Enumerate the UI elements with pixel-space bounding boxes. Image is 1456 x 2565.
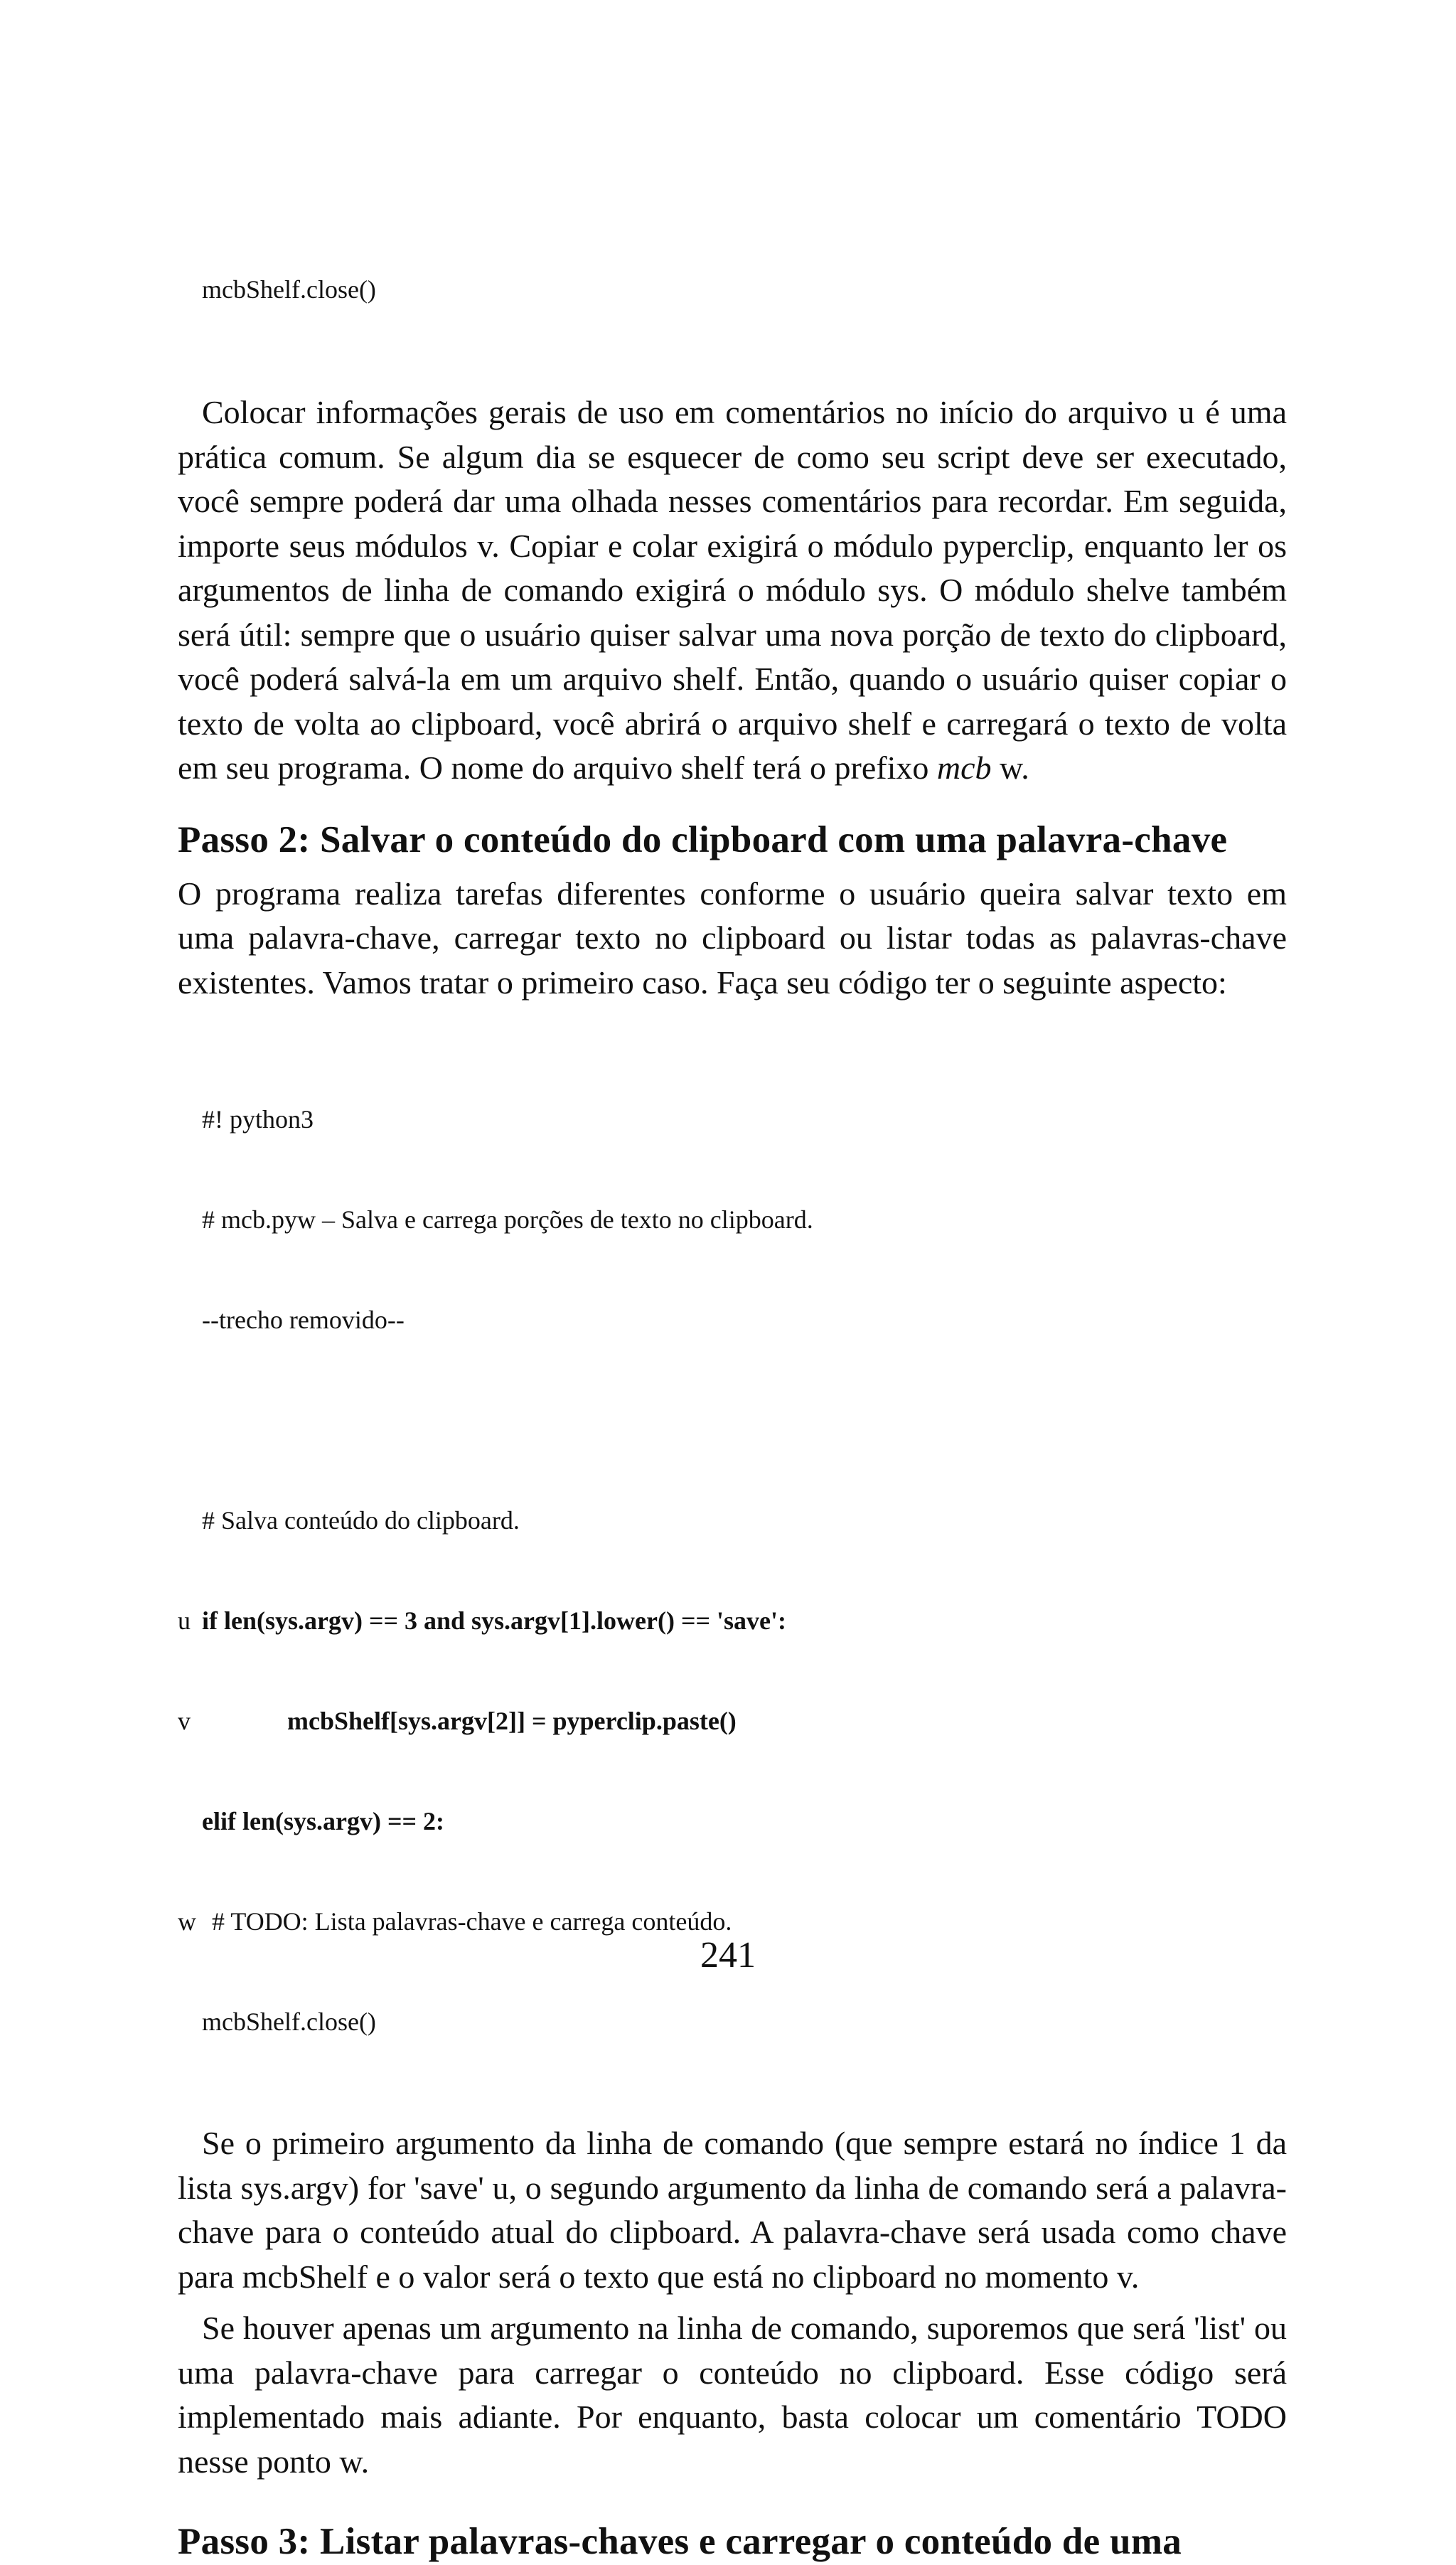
paragraph-text-end: w. <box>991 750 1029 786</box>
paragraph: Se o primeiro argumento da linha de comando (que sempre estará no índice 1 da lista sys.argv) for 'save' u, o segundo argumento da linha de comando será a palavra-chave para o conteúdo atual do clipboard. A palavra-chave será usada como chave para mcbShelf e o valor será o texto que está no clipboard no momento v. <box>178 2125 1287 2295</box>
code-line: mcbShelf.close() <box>202 275 376 304</box>
code-line: # Salva conteúdo do clipboard. <box>202 1506 520 1535</box>
code-marker: u <box>178 1606 191 1635</box>
page-number: 241 <box>700 1935 756 1975</box>
code-marker: w <box>178 1907 196 1936</box>
code-snippet-top <box>178 206 1287 373</box>
paragraph <box>178 390 1287 791</box>
code-text-bold: if len(sys.argv) == 3 and sys.argv[1].lower() == 'save': <box>202 1606 786 1635</box>
section-heading: Passo 3: Listar palavras-chaves e carregar o conteúdo de uma <box>178 2521 1182 2562</box>
code-line: mcbShelf.close() <box>202 2007 376 2036</box>
code-line-blank <box>178 1404 1287 1437</box>
code-line <box>178 1805 1287 1838</box>
code-line <box>178 1604 1287 1638</box>
paragraph: O programa realiza tarefas diferentes conforme o usuário queira salvar texto em uma palavra-chave, carregar texto no clipboard ou listar todas as palavras-chave existentes. Vamos tratar o primeiro caso. Faça seu código ter o seguinte aspecto: <box>178 875 1287 1001</box>
page-content <box>178 206 1287 2565</box>
code-marker: v <box>178 1707 191 1735</box>
code-line <box>178 1705 1287 1738</box>
paragraph: Se houver apenas um argumento na linha de comando, suporemos que será 'list' ou uma palavra-chave para carregar o conteúdo no clipboard. Esse código será implementado mais adiante. Por enquanto, basta colocar um comentário TODO nesse ponto w. <box>178 2310 1287 2480</box>
code-line <box>178 1905 1287 1939</box>
code-text-bold: elif len(sys.argv) == 2: <box>202 1807 444 1835</box>
section-heading: Passo 2: Salvar o conteúdo do clipboard com uma palavra-chave <box>178 818 1228 860</box>
code-text: # TODO: Lista palavras-chave e carrega conteúdo. <box>212 1907 732 1936</box>
italic-term: mcb <box>936 750 992 786</box>
code-line: # mcb.pyw – Salva e carrega porções de texto no clipboard. <box>202 1205 813 1234</box>
code-line: #! python3 <box>202 1105 314 1134</box>
paragraph-text: Colocar informações gerais de uso em comentários no início do arquivo u é uma prática comum. Se algum dia se esquecer de como seu script deve ser executado, você sempre poderá dar uma olhada nesses comentários para recordar. Em seguida, importe seus módulos v. Copiar e colar exigirá o módulo pyperclip, enquanto ler os argumentos de linha de comando exigirá o módulo sys. O módulo shelve também será útil: sempre que o usuário quiser salvar uma nova porção de texto do clipboard, você poderá salvá-la em um arquivo shelf. Então, quando o usuário quiser copiar o texto de volta ao clipboard, você abrirá o arquivo shelf e carregará o texto de volta em seu programa. O nome do arquivo shelf terá o prefixo <box>178 394 1287 786</box>
code-text-bold: mcbShelf[sys.argv[2]] = pyperclip.paste() <box>287 1707 737 1735</box>
code-line: --trecho removido-- <box>202 1306 405 1334</box>
